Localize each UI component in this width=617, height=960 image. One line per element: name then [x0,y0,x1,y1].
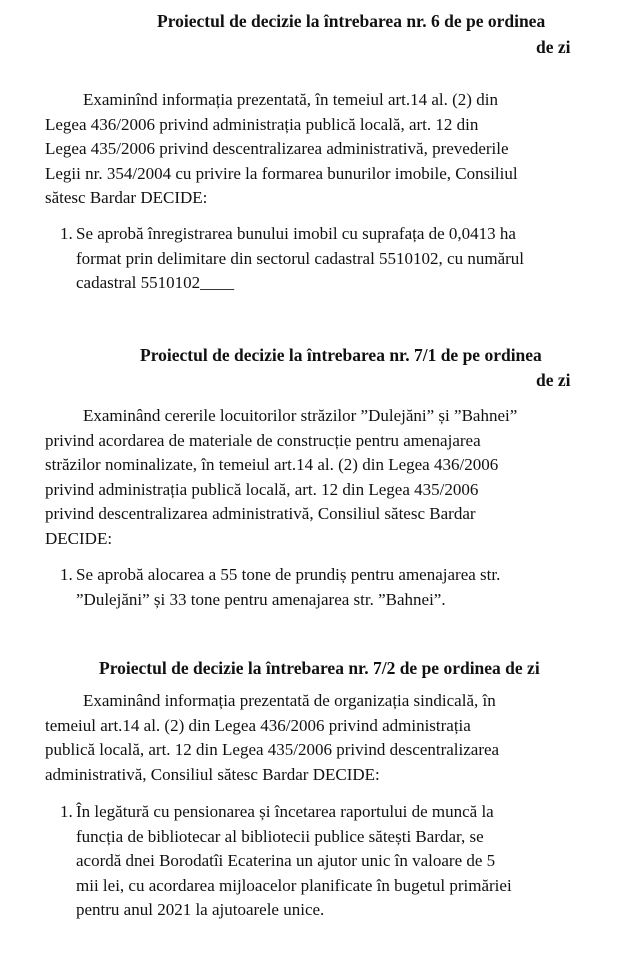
paragraph-line: sătesc Bardar DECIDE: [45,188,208,207]
list-item-line: format prin delimitare din sectorul cadastral 5510102, cu numărul [76,248,525,268]
paragraph-line: Legea 436/2006 privind administrația publică locală, art. 12 din [45,114,479,134]
paragraph-line: privind acordarea de materiale de construcție pentru amenajarea [45,430,481,450]
section-6-list-item [60,222,580,296]
paragraph-line: străzilor nominalizate, în temeiul art.14 al. (2) din Legea 436/2006 [45,455,499,474]
paragraph-line: Legea 435/2006 privind descentralizarea administrativă, prevederile [45,139,509,158]
section-6-paragraph [45,88,585,211]
list-item-number: 1. [60,802,73,821]
list-item-number: 1. [60,565,73,584]
paragraph-line: Examinând cererile locuitorilor străzilor ”Dulejăni” și ”Bahnei” [83,406,518,425]
section-7-1-paragraph [45,404,585,551]
section-6-title-line2: de zi [536,37,571,57]
list-item-line: ”Dulejăni” și 33 tone pentru amenajarea str. ”Bahnei”. [76,589,446,609]
section-7-1-title-line1: Proiectul de decizie la întrebarea nr. 7/1 de pe ordinea [140,345,542,365]
paragraph-line: Examinînd informația prezentată, în temeiul art.14 al. (2) din [83,90,498,109]
section-7-1-list-item [60,563,580,612]
list-item-line: mii lei, cu acordarea mijloacelor planificate în bugetul primăriei [76,875,512,895]
section-7-2-title: Proiectul de decizie la întrebarea nr. 7/2 de pe ordinea de zi [99,658,540,678]
section-7-1-title-line2: de zi [536,370,571,390]
list-item-line: acordă dnei Borodatîi Ecaterina un ajutor unic în valoare de 5 [76,851,496,870]
paragraph-line: privind administrația publică locală, art. 12 din Legea 435/2006 [45,479,479,499]
paragraph-line: Examinând informația prezentată de organizația sindicală, în [83,691,496,710]
paragraph-line: DECIDE: [45,528,113,548]
paragraph-line: publică locală, art. 12 din Legea 435/2006 privind descentralizarea [45,740,500,759]
section-7-2-list-item [60,800,580,923]
section-6-title-line1: Proiectul de decizie la întrebarea nr. 6 de pe ordinea [157,11,546,31]
paragraph-line: administrativă, Consiliul sătesc Bardar DECIDE: [45,764,380,784]
section-7-2-paragraph [45,689,585,787]
paragraph-line: temeiul art.14 al. (2) din Legea 436/2006 privind administrația [45,715,471,735]
list-item-number: 1. [60,224,73,243]
list-item-line: Se aprobă înregistrarea bunului imobil cu suprafața de 0,0413 ha [76,224,516,243]
paragraph-line: privind descentralizarea administrativă, Consiliul sătesc Bardar [45,504,476,523]
list-item-line: cadastral 5510102____ [76,273,235,292]
paragraph-line: Legii nr. 354/2004 cu privire la formarea bunurilor imobile, Consiliul [45,163,518,183]
list-item-line: Se aprobă alocarea a 55 tone de prundiș pentru amenajarea str. [76,565,501,584]
list-item-line: În legătură cu pensionarea și încetarea raportului de muncă la [76,802,494,821]
list-item-line: pentru anul 2021 la ajutoarele unice. [76,900,325,919]
list-item-line: funcția de bibliotecar al bibliotecii publice sătești Bardar, se [76,826,484,846]
